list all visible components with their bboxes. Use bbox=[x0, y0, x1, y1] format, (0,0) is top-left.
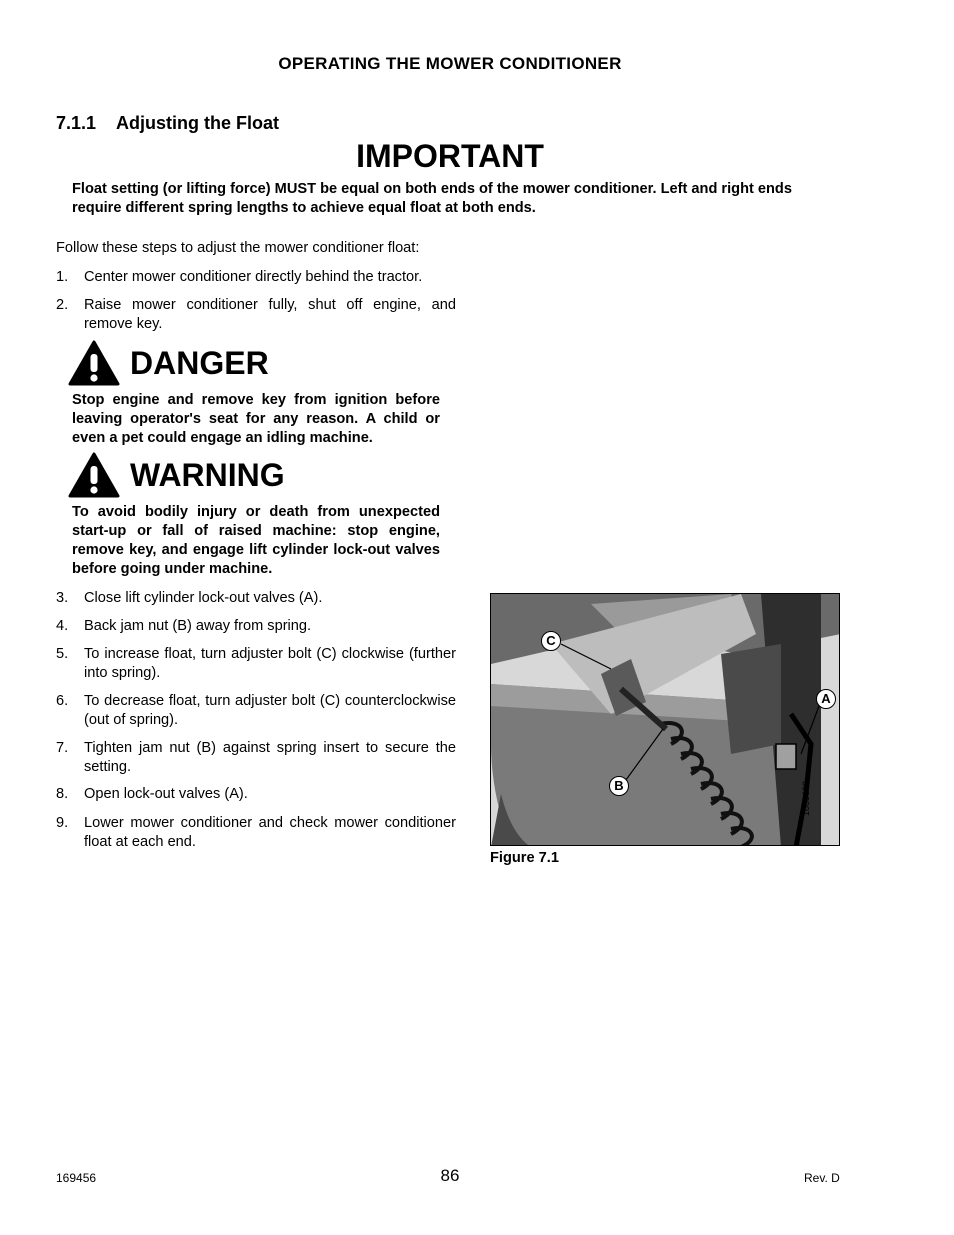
section-number: 7.1.1 bbox=[56, 113, 97, 133]
step-number: 3. bbox=[56, 590, 69, 606]
step-text: Tighten jam nut (B) against spring insert to secure the setting. bbox=[84, 740, 456, 775]
revision: Rev. D bbox=[804, 1171, 840, 1185]
figure-caption: Figure 7.1 bbox=[490, 850, 559, 866]
list-item bbox=[56, 814, 456, 852]
step-number: 7. bbox=[56, 740, 69, 756]
warning-heading bbox=[68, 452, 285, 498]
section-heading bbox=[56, 113, 279, 134]
doc-number: 169456 bbox=[56, 1171, 97, 1185]
callout-b: B bbox=[609, 776, 629, 796]
mower-spring-illustration bbox=[491, 594, 840, 846]
list-item bbox=[56, 739, 456, 777]
danger-title: DANGER bbox=[130, 344, 269, 381]
step-text: Lower mower conditioner and check mower conditioner float at each end. bbox=[84, 815, 456, 850]
important-title: IMPORTANT bbox=[356, 138, 544, 174]
figure-photo bbox=[490, 593, 840, 846]
danger-triangle-icon bbox=[68, 340, 120, 386]
danger-text: Stop engine and remove key from ignition before leaving operator's seat for any reason. A child or even a pet could engage an idling machine. bbox=[72, 392, 440, 446]
danger-heading bbox=[68, 340, 269, 386]
step-number: 2. bbox=[56, 297, 69, 313]
step-number: 6. bbox=[56, 693, 69, 709]
warning-triangle-icon bbox=[68, 452, 120, 498]
step-number: 9. bbox=[56, 815, 69, 831]
list-item bbox=[56, 785, 456, 804]
step-text: Close lift cylinder lock-out valves (A). bbox=[84, 590, 323, 606]
step-text: Open lock-out valves (A). bbox=[84, 786, 248, 802]
page-header: OPERATING THE MOWER CONDITIONER bbox=[278, 54, 622, 73]
step-text: Back jam nut (B) away from spring. bbox=[84, 618, 312, 634]
list-item bbox=[56, 296, 456, 334]
step-number: 8. bbox=[56, 786, 69, 802]
important-text: Float setting (or lifting force) MUST be equal on both ends of the mower conditioner. Left and right ends require different spring lengths to achieve equal float at both ends. bbox=[72, 181, 792, 216]
warning-text: To avoid bodily injury or death from unexpected start-up or fall of raised machine: stop engine, remove key, and engage lift cylinder lock-out valves before going under machine. bbox=[72, 504, 440, 577]
step-number: 1. bbox=[56, 269, 69, 285]
step-text: To increase float, turn adjuster bolt (C) clockwise (further into spring). bbox=[84, 646, 456, 681]
step-text: Raise mower conditioner fully, shut off engine, and remove key. bbox=[84, 297, 456, 332]
callout-a: A bbox=[816, 689, 836, 709]
callout-c: C bbox=[541, 631, 561, 651]
list-item bbox=[56, 268, 456, 287]
section-title: Adjusting the Float bbox=[116, 113, 279, 133]
list-item bbox=[56, 692, 456, 730]
list-item bbox=[56, 617, 456, 636]
page-number: 86 bbox=[440, 1166, 460, 1185]
intro-text: Follow these steps to adjust the mower conditioner float: bbox=[56, 240, 420, 256]
step-text: To decrease float, turn adjuster bolt (C) counterclockwise (out of spring). bbox=[84, 693, 456, 728]
step-text: Center mower conditioner directly behind the tractor. bbox=[84, 269, 423, 285]
step-number: 4. bbox=[56, 618, 69, 634]
list-item bbox=[56, 645, 456, 683]
figure-id: 1003600 bbox=[801, 780, 811, 816]
step-number: 5. bbox=[56, 646, 69, 662]
list-item bbox=[56, 589, 456, 608]
warning-title: WARNING bbox=[130, 456, 285, 493]
